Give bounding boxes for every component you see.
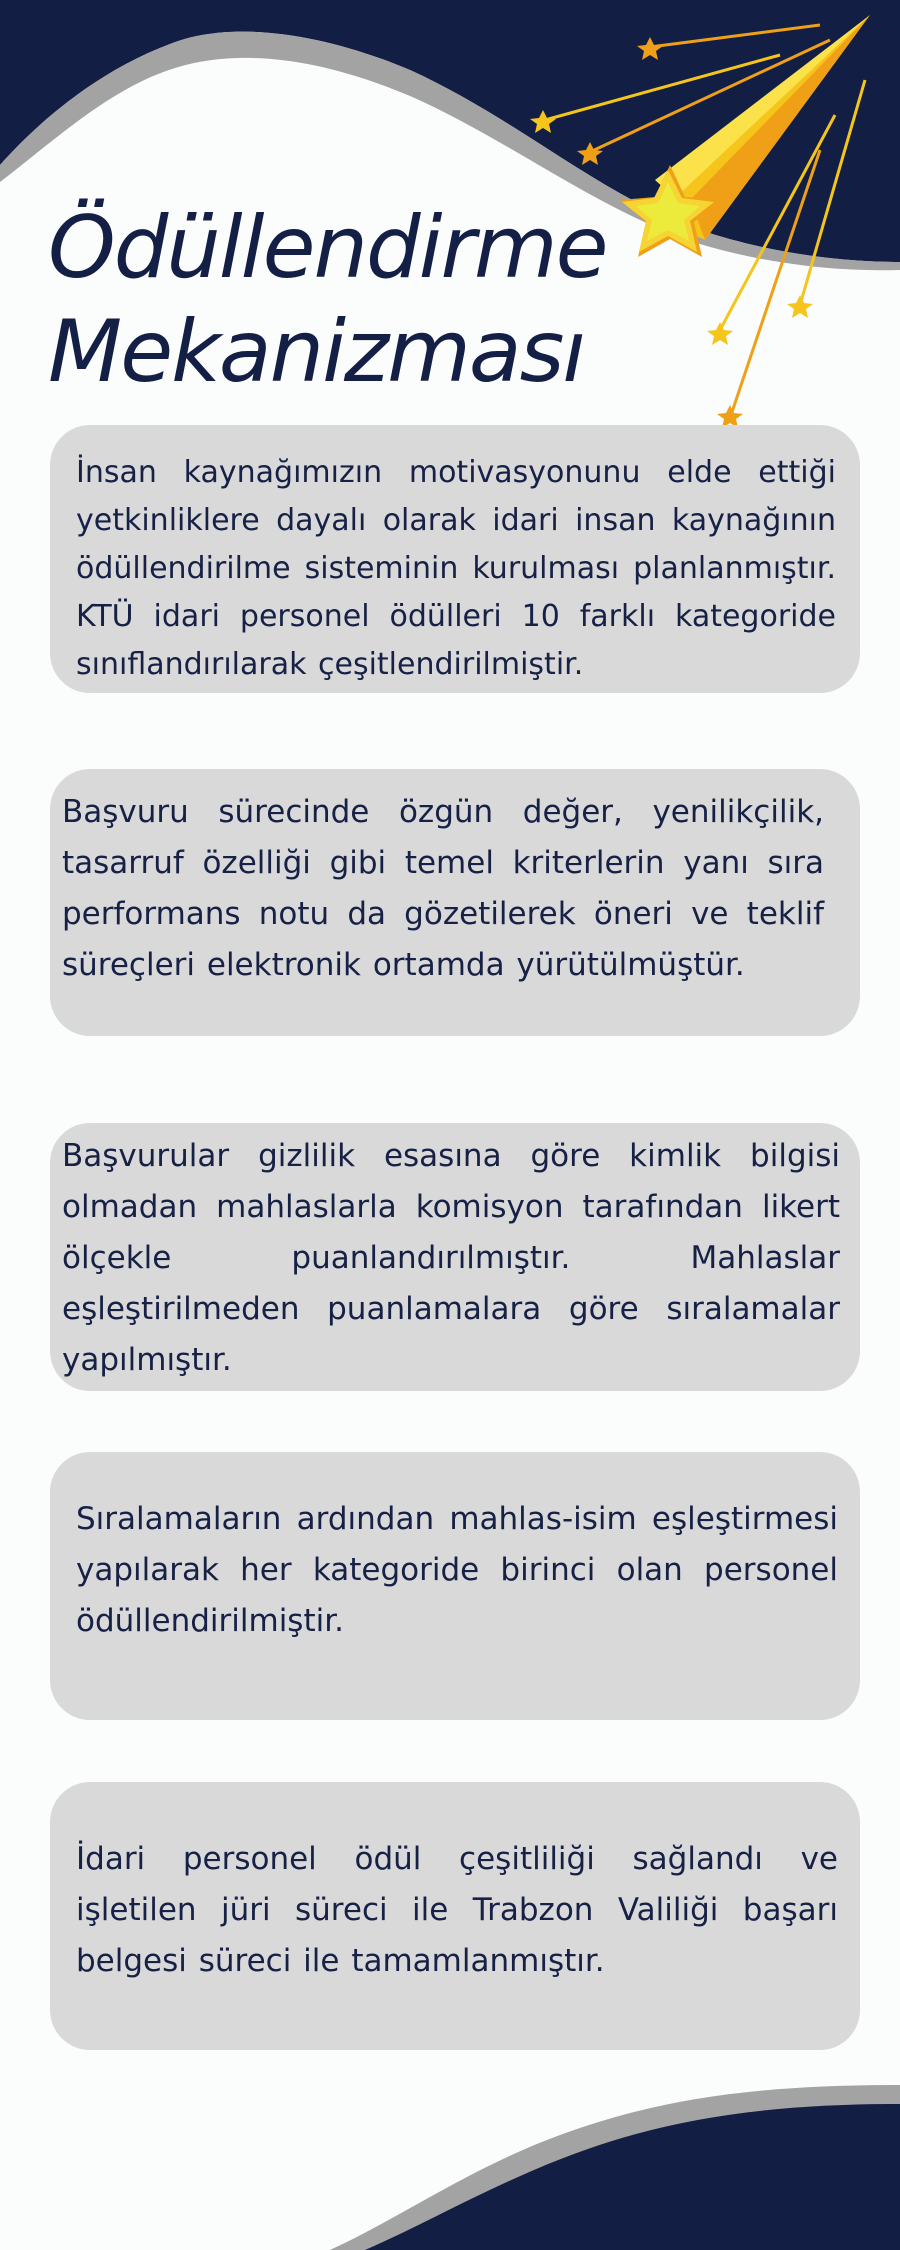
card-text-5: İdari personel ödül çeşitliliği sağlandı ve işletilen jüri süreci ile Trabzon Valiliği başarı belgesi süreci ile tamamlanmıştır. (76, 1841, 838, 1979)
card-text-2: Başvuru sürecinde özgün değer, yenilikçilik, tasarruf özelliği gibi temel kriterlerin yanı sıra performans notu da gözetilerek öneri ve teklif süreçleri elektronik ortamda yürütülmüştür. (62, 794, 824, 983)
card-text-3: Başvurular gizlilik esasına göre kimlik bilgisi olmadan mahlaslarla komisyon tarafından likert ölçekle puanlandırılmıştır. Mahlaslar eşleştirilmeden puanlamalara göre sıralamalar yapılmıştır. (62, 1138, 840, 1378)
info-card-2 (50, 769, 860, 1036)
info-card-5 (50, 1782, 860, 2050)
page-title (48, 196, 668, 404)
bottom-wave (330, 2085, 900, 2250)
info-card-4 (50, 1452, 860, 1720)
title-line-2: Mekanizması (48, 302, 585, 402)
card-text-4: Sıralamaların ardından mahlas-isim eşleştirmesi yapılarak her kategoride birinci olan personel ödüllendirilmiştir. (76, 1501, 838, 1639)
info-card-1 (50, 425, 860, 693)
info-card-3 (50, 1123, 860, 1391)
title-line-1: Ödüllendirme (48, 198, 607, 298)
card-text-1: İnsan kaynağımızın motivasyonunu elde ettiği yetkinliklere dayalı olarak idari insan kaynağının ödüllendirilme sisteminin kurulması planlanmıştır. KTÜ idari personel ödülleri 10 farklı kategoride sınıflandırılarak çeşitlendirilmiştir. (76, 455, 836, 682)
